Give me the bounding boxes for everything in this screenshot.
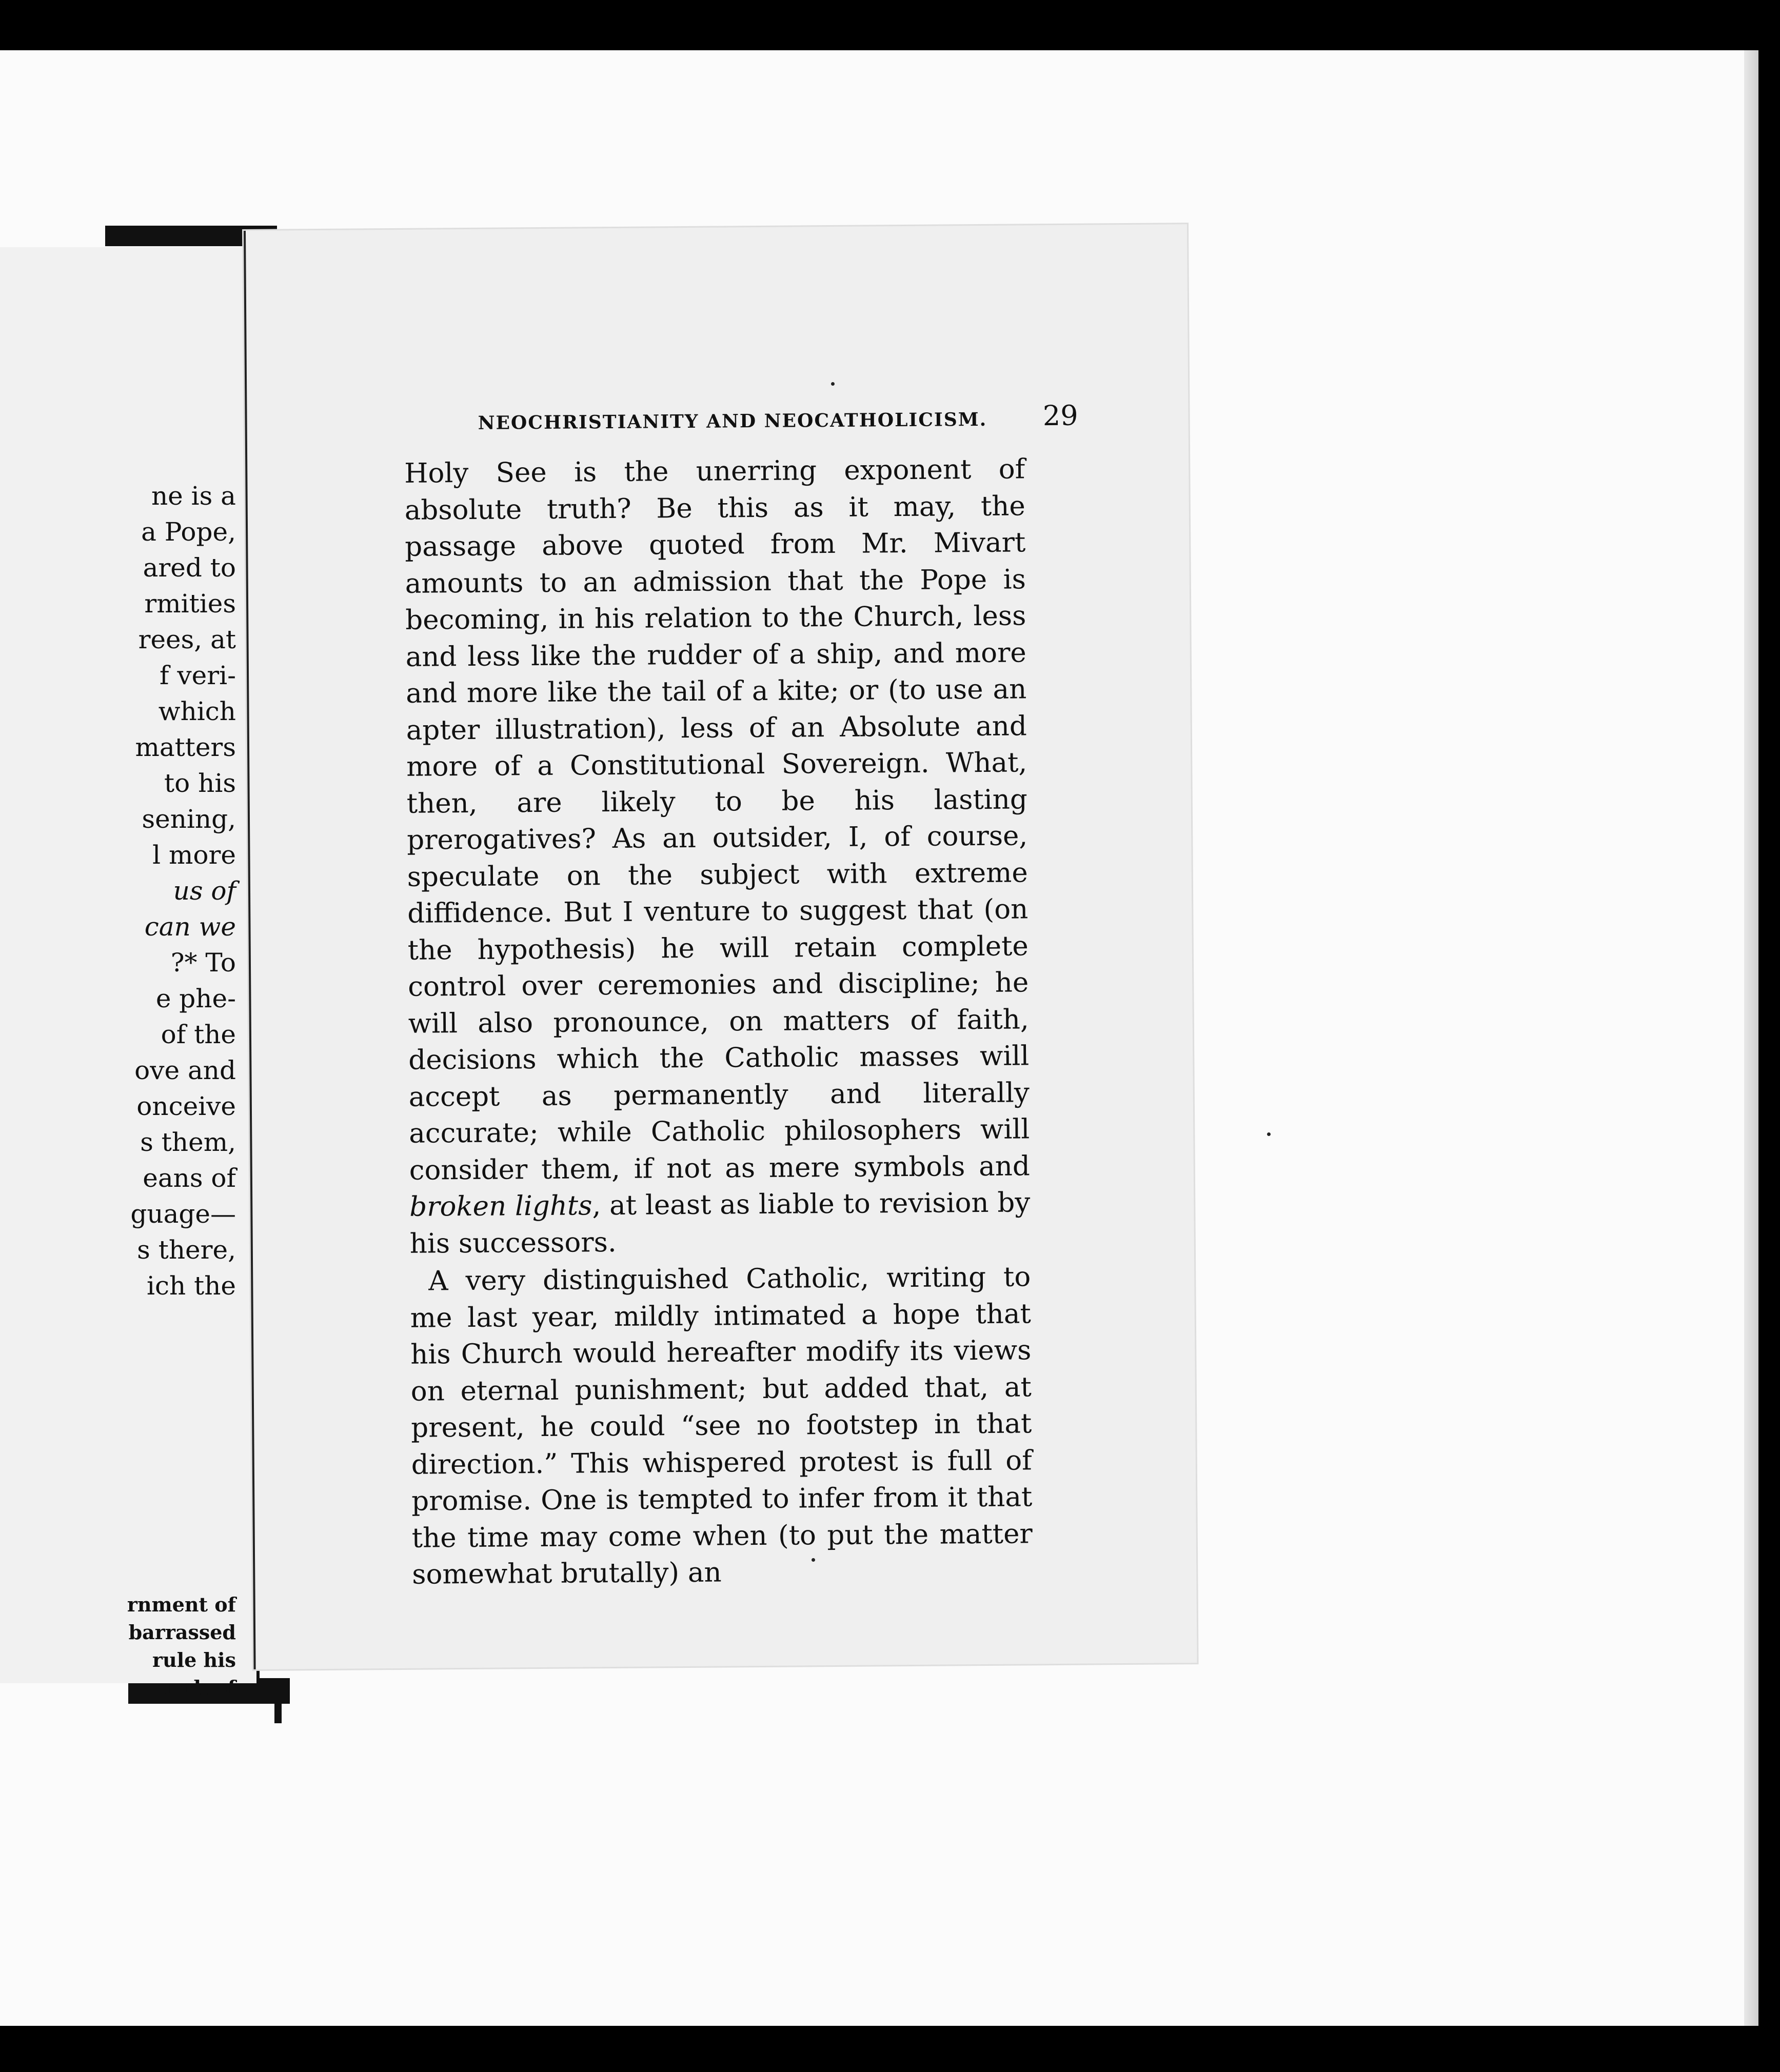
left-page-line: us of — [173, 876, 236, 906]
running-title: NEOCHRISTIANITY AND NEOCATHOLICISM. — [478, 408, 987, 434]
running-head — [478, 400, 1078, 436]
left-page — [0, 247, 260, 1699]
left-page-line: rees, at — [138, 625, 236, 654]
left-page-line: sening, — [142, 804, 236, 834]
left-page-line: ared to — [143, 553, 236, 583]
left-page-line: of the — [161, 1020, 236, 1049]
left-page-footnote — [0, 1591, 236, 1702]
left-page-line: s them, — [140, 1127, 236, 1157]
backdrop-edge — [1744, 50, 1758, 2026]
left-page-line: matters — [135, 732, 236, 762]
left-page-text — [0, 478, 236, 1304]
left-page-line: ne is a — [151, 481, 236, 511]
page-number: 29 — [1042, 399, 1078, 432]
left-page-line: rmities — [144, 589, 236, 619]
left-page-line: can we — [144, 912, 236, 942]
left-page-line: ?* To — [170, 948, 236, 978]
paragraph: A very distinguished Catholic, writing to me last year, mildly intimated a hope that his Church would hereafter modify its views on eternal punishment; but added that, at present, he could “see no footstep in that direction.” This whispered protest is full of promise. One is tempted to infer from it that the time may come when (to put the matter somewhat brutally) an — [410, 1261, 1033, 1590]
left-footnote-line: rnment of — [127, 1593, 236, 1616]
left-page-line: which — [158, 696, 236, 726]
left-footnote-line: rule his — [152, 1648, 236, 1671]
left-page-line: l more — [152, 840, 236, 870]
left-page-line: ove and — [134, 1055, 236, 1085]
speck — [831, 382, 835, 386]
left-page-line: e phe- — [155, 984, 236, 1013]
paragraph-text: , at least as liable to revision by his successors. — [409, 1187, 1031, 1260]
paragraph — [404, 451, 1031, 1262]
left-page-line: f veri- — [159, 661, 236, 690]
paragraph-text: Holy See is the unerring exponent of absolute truth? Be this as it may, the passage above quoted from Mr. Mivart amounts to an admission that the Pope is becoming, in his relation to the Church, less and less like the rudder of a ship, and more and more like the tail of a kite; or (to use an apter illustration), less of an Absolute and more of a Constitutional Sovereign. What, then, are likely to be his lasting prerogatives? As an outsider, I, of course, speculate on the subject with extreme diffidence. But I venture to suggest that (on the hypothesis) he will retain complete control over ceremonies and discipline; he will also pronounce, on matters of faith, decisions which the Catholic masses will accept as permanently and literally accurate; while Catholic philosophers will consider them, if not as mere symbols and — [404, 453, 1030, 1186]
left-footnote-line: urch of — [157, 1676, 236, 1699]
left-page-line: guage— — [130, 1199, 236, 1229]
right-page — [244, 224, 1197, 1669]
left-footnote-line: barrassed — [128, 1621, 236, 1644]
left-page-line: ich the — [147, 1271, 236, 1301]
left-page-line: eans of — [143, 1163, 236, 1193]
left-page-line: s there, — [137, 1235, 236, 1265]
page-body — [404, 451, 1033, 1593]
speck — [1267, 1132, 1271, 1136]
speck — [812, 1558, 815, 1562]
bottom-clip-tab — [274, 1692, 282, 1723]
left-page-line: onceive — [136, 1091, 236, 1121]
left-page-line: to his — [164, 768, 236, 798]
left-page-line: a Pope, — [141, 517, 236, 547]
italic-phrase: broken lights — [409, 1190, 592, 1223]
